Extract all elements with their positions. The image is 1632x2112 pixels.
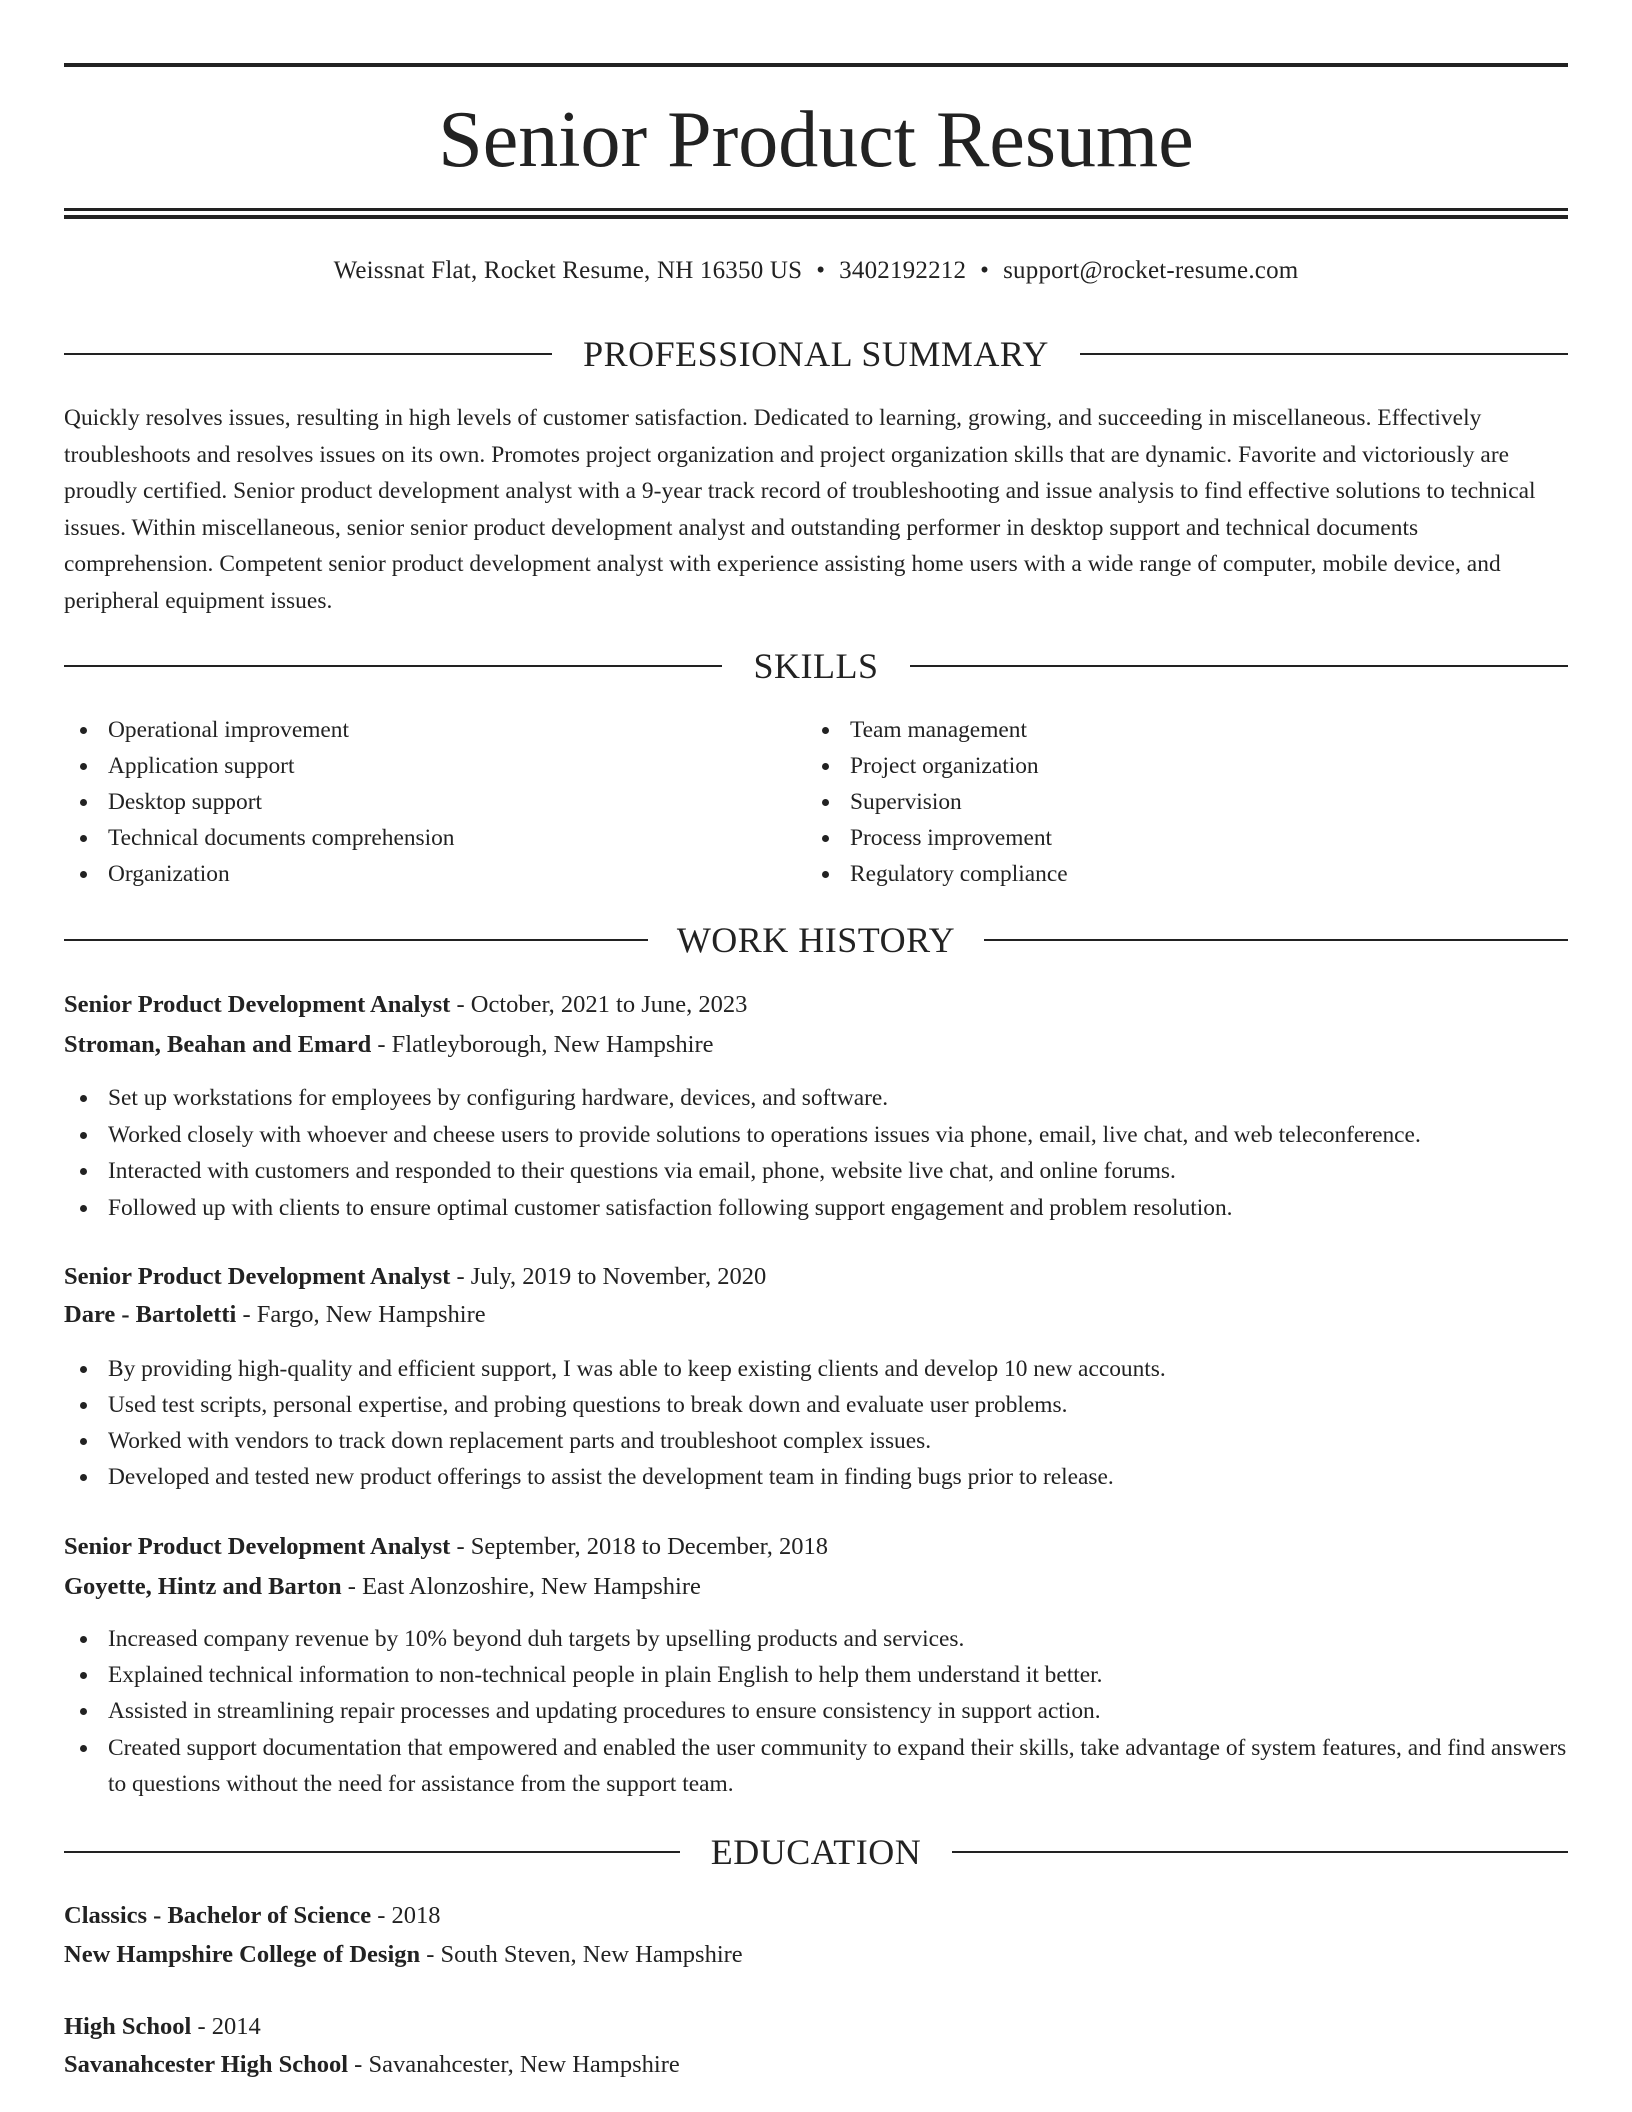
skills-list-left [64, 712, 804, 892]
header-rule-upper [64, 208, 1568, 211]
section-title: EDUCATION [710, 1832, 922, 1872]
skill-item: Application support [64, 748, 804, 784]
contact-address: Weissnat Flat, Rocket Resume, NH 16350 US [333, 257, 803, 284]
job-company: Goyette, Hintz and Barton [64, 1573, 342, 1600]
job-bullet: Increased company revenue by 10% beyond duh targets by upselling products and services. [64, 1621, 1568, 1657]
job-title: Senior Product Development Analyst [64, 1263, 451, 1290]
education-school-line [64, 1936, 1568, 1974]
job-bullet: Developed and tested new product offerings to assist the development team in finding bugs prior to release. [64, 1459, 1568, 1495]
section-heading-work [64, 918, 1568, 962]
heading-rule-right [910, 665, 1568, 667]
contact-separator: • [816, 257, 826, 284]
header-top-rule [64, 63, 1568, 67]
section-title: PROFESSIONAL SUMMARY [583, 334, 1049, 374]
job-dates: - September, 2018 to December, 2018 [450, 1533, 829, 1560]
education-year: - 2014 [191, 2013, 261, 2040]
heading-rule-right [1080, 353, 1568, 355]
job-bullet: Set up workstations for employees by configuring hardware, devices, and software. [64, 1080, 1568, 1116]
education-degree: High School [64, 2013, 192, 2040]
section-heading-skills [64, 644, 1568, 688]
skill-item: Team management [806, 712, 1546, 748]
job-dates: - October, 2021 to June, 2023 [450, 991, 748, 1018]
job-title-line [64, 986, 1568, 1024]
education-location: - Savanahcester, New Hampshire [348, 2051, 680, 2078]
contact-line [64, 253, 1568, 289]
skill-item: Technical documents comprehension [64, 820, 804, 856]
job-location: - Flatleyborough, New Hampshire [371, 1031, 714, 1058]
job-company: Dare - Bartoletti [64, 1301, 237, 1328]
resume-name: Senior Product Resume [438, 96, 1194, 184]
contact-email: support@rocket-resume.com [1003, 257, 1299, 284]
job-title: Senior Product Development Analyst [64, 991, 451, 1018]
heading-rule-right [984, 939, 1568, 941]
summary-paragraph: Quickly resolves issues, resulting in high levels of customer satisfaction. Dedicated to learning, growing, and succeeding in miscellaneous. Effectively troubleshoots and resolves issues on its own. Promotes project organization and project organization skills that are dynamic. Favorite and victoriously are proudly certified. Senior product development analyst with a 9-year track record of troubleshooting and issue analysis to find effective solutions to technical issues. Within miscellaneous, senior senior product development analyst and outstanding performer in desktop support and technical documents comprehension. Competent senior product development analyst with experience assisting home users with a wide range of computer, mobile device, and peripheral equipment issues. [64, 405, 1536, 614]
job-bullet: Assisted in streamlining repair processes and updating procedures to ensure consistency in support action. [64, 1693, 1568, 1729]
job-bullet: By providing high-quality and efficient support, I was able to keep existing clients and develop 10 new accounts. [64, 1351, 1568, 1387]
job-dates: - July, 2019 to November, 2020 [450, 1263, 767, 1290]
job-bullets [64, 1621, 1568, 1802]
job-location: - Fargo, New Hampshire [236, 1301, 486, 1328]
job-bullet: Used test scripts, personal expertise, and probing questions to break down and evaluate user problems. [64, 1387, 1568, 1423]
heading-rule-right [952, 1851, 1568, 1853]
job-bullet: Worked closely with whoever and cheese users to provide solutions to operations issues via phone, email, live chat, and web teleconference. [64, 1117, 1568, 1153]
skill-item: Operational improvement [64, 712, 804, 748]
contact-phone: 3402192212 [839, 257, 967, 284]
job-location: - East Alonzoshire, New Hampshire [341, 1573, 701, 1600]
job-company: Stroman, Beahan and Emard [64, 1031, 372, 1058]
job-bullets [64, 1351, 1568, 1495]
skill-item: Project organization [806, 748, 1546, 784]
job-title-line [64, 1528, 1568, 1566]
education-location: - South Steven, New Hampshire [420, 1941, 743, 1968]
education-degree-line [64, 1897, 1568, 1935]
header-rule-lower [64, 215, 1568, 219]
contact-separator: • [980, 257, 990, 284]
job-bullets [64, 1080, 1568, 1226]
education-year: - 2018 [371, 1902, 441, 1929]
job-bullet: Created support documentation that empowered and enabled the user community to expand their skills, take advantage of system features, and find answers to questions without the need for assistance from the support team. [64, 1730, 1568, 1802]
job-company-line [64, 1296, 1568, 1334]
section-title: SKILLS [753, 646, 879, 686]
skill-item: Organization [64, 856, 804, 892]
section-heading-summary [64, 332, 1568, 376]
job-title: Senior Product Development Analyst [64, 1533, 451, 1560]
education-school: Savanahcester High School [64, 2051, 349, 2078]
education-degree-line [64, 2008, 1568, 2046]
job-bullet: Followed up with clients to ensure optimal customer satisfaction following support engagement and problem resolution. [64, 1190, 1568, 1226]
skill-item: Regulatory compliance [806, 856, 1546, 892]
job-title-line [64, 1258, 1568, 1296]
job-bullet: Explained technical information to non-technical people in plain English to help them understand it better. [64, 1657, 1568, 1693]
job-bullet: Interacted with customers and responded to their questions via email, phone, website live chat, and online forums. [64, 1153, 1568, 1189]
education-school: New Hampshire College of Design [64, 1941, 421, 1968]
education-degree: Classics - Bachelor of Science [64, 1902, 372, 1929]
skill-item: Process improvement [806, 820, 1546, 856]
skills-list-right [806, 712, 1546, 892]
job-company-line [64, 1026, 1568, 1064]
skill-item: Desktop support [64, 784, 804, 820]
section-title: WORK HISTORY [676, 920, 956, 960]
skill-item: Supervision [806, 784, 1546, 820]
job-company-line [64, 1568, 1568, 1606]
job-bullet: Worked with vendors to track down replacement parts and troubleshoot complex issues. [64, 1423, 1568, 1459]
section-heading-education [64, 1830, 1568, 1874]
education-school-line [64, 2046, 1568, 2084]
